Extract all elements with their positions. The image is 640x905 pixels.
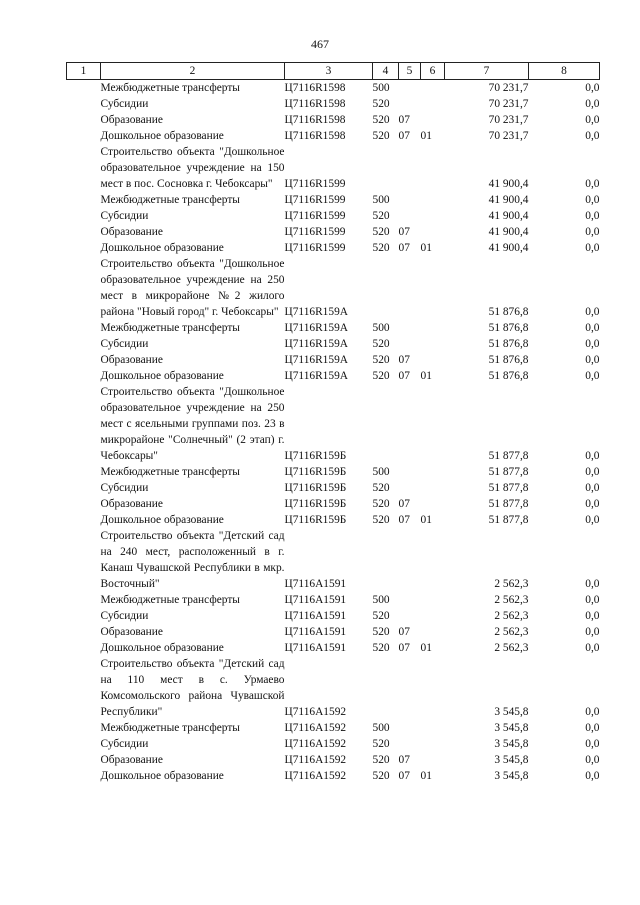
cell-col5: 07 [398, 498, 410, 510]
cell-col6 [421, 256, 445, 320]
cell-col8: 0,0 [585, 98, 600, 110]
cell-col5 [399, 80, 421, 97]
cell-col5: 07 [398, 114, 410, 126]
cell-amount: 2 562,3 [494, 594, 529, 606]
budget-table [66, 62, 600, 784]
cell-col5 [399, 528, 421, 592]
cell-col4: 520 [372, 210, 390, 222]
cell-amount: 70 231,7 [488, 130, 529, 142]
cell-col5: 07 [398, 226, 410, 238]
cell-col4 [373, 144, 399, 192]
cell-index [67, 192, 101, 208]
cell-col6 [421, 752, 445, 768]
cell-code: Ц7116А1591 [284, 610, 347, 622]
cell-col8: 0,0 [585, 466, 600, 478]
cell-index [67, 720, 101, 736]
cell-code: Ц7116А1591 [284, 642, 347, 654]
cell-col5 [399, 592, 421, 608]
cell-amount: 51 876,8 [488, 322, 529, 334]
cell-amount: 51 876,8 [488, 354, 529, 366]
cell-col6 [421, 384, 445, 464]
cell-col5 [399, 608, 421, 624]
cell-col5 [399, 656, 421, 720]
cell-col8: 0,0 [585, 242, 600, 254]
column-header: 6 [421, 63, 445, 80]
column-header: 2 [101, 63, 285, 80]
cell-index [67, 736, 101, 752]
cell-col4: 520 [372, 226, 390, 238]
cell-col5 [399, 336, 421, 352]
cell-col4: 520 [372, 642, 390, 654]
cell-amount: 41 900,4 [488, 226, 529, 238]
cell-col6 [421, 352, 445, 368]
cell-amount: 70 231,7 [488, 82, 529, 94]
cell-col4: 520 [372, 514, 390, 526]
cell-col4: 520 [372, 770, 390, 782]
table-row [67, 96, 600, 112]
cell-col8: 0,0 [585, 594, 600, 606]
cell-code: Ц7116R1599 [284, 194, 346, 206]
cell-col4 [373, 256, 399, 320]
cell-col5 [399, 320, 421, 336]
cell-amount: 2 562,3 [494, 578, 529, 590]
table-row [67, 144, 600, 192]
cell-index [67, 80, 101, 97]
cell-amount: 51 876,8 [488, 370, 529, 382]
table-row [67, 112, 600, 128]
cell-col5 [399, 192, 421, 208]
cell-col5 [399, 464, 421, 480]
cell-name: Строительство объекта "Детский сад на 240 мест, расположенный в г. Канаш Чувашской Республики в мкр. Восточный" [100, 530, 285, 590]
cell-col6: 01 [420, 770, 432, 782]
cell-amount: 41 900,4 [488, 178, 529, 190]
cell-col8: 0,0 [585, 210, 600, 222]
table-row [67, 608, 600, 624]
table-row [67, 720, 600, 736]
cell-amount: 2 562,3 [494, 642, 529, 654]
table-row [67, 80, 600, 97]
cell-col6: 01 [420, 514, 432, 526]
cell-col8: 0,0 [585, 482, 600, 494]
cell-col8: 0,0 [585, 82, 600, 94]
cell-col6 [421, 624, 445, 640]
cell-amount: 70 231,7 [488, 114, 529, 126]
table-row [67, 384, 600, 464]
cell-code: Ц7116А1592 [284, 738, 347, 750]
cell-amount: 51 876,8 [488, 306, 529, 318]
cell-col5 [399, 384, 421, 464]
cell-col5: 07 [398, 242, 410, 254]
cell-col5 [399, 256, 421, 320]
column-header: 5 [399, 63, 421, 80]
cell-code: Ц7116R1598 [284, 98, 346, 110]
cell-index [67, 96, 101, 112]
cell-col4: 520 [372, 114, 390, 126]
cell-col6 [421, 464, 445, 480]
cell-col4: 500 [372, 722, 390, 734]
table-row [67, 624, 600, 640]
cell-col8: 0,0 [585, 338, 600, 350]
cell-code: Ц7116R159Б [284, 466, 347, 478]
cell-name: Образование [100, 226, 163, 238]
cell-name: Дошкольное образование [100, 130, 224, 142]
cell-code: Ц7116А1592 [284, 754, 347, 766]
cell-col5 [399, 480, 421, 496]
cell-index [67, 752, 101, 768]
cell-index [67, 592, 101, 608]
cell-amount: 51 876,8 [488, 338, 529, 350]
cell-index [67, 112, 101, 128]
cell-col5: 07 [398, 514, 410, 526]
cell-code: Ц7116R159Б [284, 498, 347, 510]
cell-amount: 51 877,8 [488, 514, 529, 526]
cell-name: Межбюджетные трансферты [100, 82, 240, 94]
table-row [67, 496, 600, 512]
cell-col4: 520 [372, 354, 390, 366]
cell-index [67, 464, 101, 480]
table-body [67, 80, 600, 785]
cell-col8: 0,0 [585, 322, 600, 334]
cell-col6 [421, 112, 445, 128]
cell-name: Субсидии [100, 738, 149, 750]
cell-index [67, 496, 101, 512]
cell-col8: 0,0 [585, 610, 600, 622]
table-row [67, 336, 600, 352]
cell-code: Ц7116R1598 [284, 114, 346, 126]
table-row [67, 320, 600, 336]
cell-col6 [421, 656, 445, 720]
cell-col6: 01 [420, 242, 432, 254]
cell-code: Ц7116R159А [284, 306, 348, 318]
table-row [67, 128, 600, 144]
cell-col6 [421, 720, 445, 736]
cell-col6 [421, 736, 445, 752]
cell-index [67, 656, 101, 720]
cell-code: Ц7116R1599 [284, 178, 346, 190]
cell-amount: 3 545,8 [494, 754, 529, 766]
cell-col8: 0,0 [585, 738, 600, 750]
cell-index [67, 480, 101, 496]
cell-name: Дошкольное образование [100, 370, 224, 382]
cell-col8: 0,0 [585, 770, 600, 782]
cell-col8: 0,0 [585, 370, 600, 382]
cell-col8: 0,0 [585, 194, 600, 206]
table-row [67, 240, 600, 256]
cell-index [67, 384, 101, 464]
cell-index [67, 208, 101, 224]
cell-name: Образование [100, 114, 163, 126]
cell-col8: 0,0 [585, 722, 600, 734]
cell-code: Ц7116А1592 [284, 770, 347, 782]
cell-col4: 500 [372, 594, 390, 606]
cell-col4: 520 [372, 242, 390, 254]
table-row [67, 768, 600, 784]
cell-amount: 41 900,4 [488, 210, 529, 222]
cell-col5: 07 [398, 754, 410, 766]
cell-col8: 0,0 [585, 706, 600, 718]
cell-amount: 51 877,8 [488, 466, 529, 478]
table-header-row [67, 63, 600, 80]
cell-code: Ц7116R159А [284, 370, 348, 382]
cell-col4: 520 [372, 610, 390, 622]
cell-col4 [373, 656, 399, 720]
cell-col5: 07 [398, 626, 410, 638]
cell-code: Ц7116R1599 [284, 210, 346, 222]
cell-col8: 0,0 [585, 226, 600, 238]
cell-code: Ц7116R1598 [284, 82, 346, 94]
cell-amount: 2 562,3 [494, 626, 529, 638]
column-header: 3 [285, 63, 373, 80]
cell-name: Межбюджетные трансферты [100, 322, 240, 334]
cell-name: Образование [100, 354, 163, 366]
cell-col6 [421, 480, 445, 496]
cell-col4: 500 [372, 194, 390, 206]
cell-col6 [421, 592, 445, 608]
cell-name: Дошкольное образование [100, 242, 224, 254]
page-number: 467 [311, 37, 329, 51]
table-row [67, 224, 600, 240]
cell-col4: 520 [372, 498, 390, 510]
cell-col8: 0,0 [585, 514, 600, 526]
cell-name: Образование [100, 754, 163, 766]
cell-name: Дошкольное образование [100, 514, 224, 526]
cell-amount: 51 877,8 [488, 450, 529, 462]
cell-col6 [421, 336, 445, 352]
cell-col8: 0,0 [585, 306, 600, 318]
cell-col4: 520 [372, 626, 390, 638]
cell-index [67, 240, 101, 256]
cell-col4: 500 [372, 322, 390, 334]
cell-code: Ц7116R1599 [284, 226, 346, 238]
cell-name: Строительство объекта "Дошкольное образовательное учреждение на 250 мест с ясельными группами поз. 23 в микрорайоне "Солнечный" (2 этап) г. Чебоксары" [100, 386, 285, 462]
table-row [67, 256, 600, 320]
cell-name: Субсидии [100, 482, 149, 494]
cell-col6 [421, 144, 445, 192]
cell-col4: 520 [372, 338, 390, 350]
table-row [67, 368, 600, 384]
cell-col4: 500 [372, 82, 390, 94]
column-header: 7 [445, 63, 529, 80]
column-header: 1 [67, 63, 101, 80]
cell-name: Межбюджетные трансферты [100, 194, 240, 206]
cell-name: Субсидии [100, 98, 149, 110]
cell-col8: 0,0 [585, 130, 600, 142]
table-row [67, 752, 600, 768]
cell-col8: 0,0 [585, 642, 600, 654]
cell-index [67, 224, 101, 240]
table-row [67, 208, 600, 224]
cell-col4: 520 [372, 370, 390, 382]
table-row [67, 352, 600, 368]
cell-index [67, 128, 101, 144]
table-row [67, 512, 600, 528]
cell-col6 [421, 320, 445, 336]
cell-index [67, 608, 101, 624]
cell-col4: 500 [372, 466, 390, 478]
cell-col6 [421, 528, 445, 592]
table-row [67, 464, 600, 480]
cell-col5: 07 [398, 770, 410, 782]
cell-name: Строительство объекта "Детский сад на 110 мест в с. Урмаево Комсомольского района Чувашской Республики" [100, 658, 285, 718]
cell-col5 [399, 720, 421, 736]
cell-index [67, 368, 101, 384]
cell-name: Образование [100, 626, 163, 638]
cell-name: Субсидии [100, 338, 149, 350]
cell-col4 [373, 384, 399, 464]
cell-name: Межбюджетные трансферты [100, 722, 240, 734]
cell-col4: 520 [372, 130, 390, 142]
cell-code: Ц7116R159Б [284, 450, 347, 462]
cell-col6 [421, 496, 445, 512]
cell-code: Ц7116R1599 [284, 242, 346, 254]
cell-col5: 07 [398, 370, 410, 382]
cell-name: Межбюджетные трансферты [100, 594, 240, 606]
cell-col6: 01 [420, 130, 432, 142]
cell-col4: 520 [372, 738, 390, 750]
cell-amount: 2 562,3 [494, 610, 529, 622]
cell-code: Ц7116R159А [284, 322, 348, 334]
cell-code: Ц7116R159А [284, 338, 348, 350]
cell-col8: 0,0 [585, 450, 600, 462]
table-row [67, 528, 600, 592]
cell-amount: 3 545,8 [494, 706, 529, 718]
cell-col6 [421, 608, 445, 624]
cell-col5 [399, 736, 421, 752]
cell-code: Ц7116А1591 [284, 578, 347, 590]
column-header: 8 [529, 63, 600, 80]
cell-name: Субсидии [100, 210, 149, 222]
cell-code: Ц7116R159Б [284, 514, 347, 526]
cell-col8: 0,0 [585, 578, 600, 590]
cell-amount: 3 545,8 [494, 770, 529, 782]
cell-name: Межбюджетные трансферты [100, 466, 240, 478]
cell-col6 [421, 208, 445, 224]
cell-col4: 520 [372, 98, 390, 110]
cell-col6: 01 [420, 642, 432, 654]
cell-amount: 51 877,8 [488, 482, 529, 494]
cell-code: Ц7116R159Б [284, 482, 347, 494]
cell-col6 [421, 192, 445, 208]
table-row [67, 592, 600, 608]
cell-amount: 41 900,4 [488, 194, 529, 206]
cell-name: Образование [100, 498, 163, 510]
table-row [67, 192, 600, 208]
cell-code: Ц7116А1592 [284, 706, 347, 718]
cell-index [67, 336, 101, 352]
cell-col8: 0,0 [585, 178, 600, 190]
cell-index [67, 144, 101, 192]
cell-name: Строительство объекта "Дошкольное образовательное учреждение на 250 мест в микрорайоне №2 жилого района "Новый город" г. Чебоксары" [100, 258, 285, 318]
cell-col8: 0,0 [585, 114, 600, 126]
cell-code: Ц7116А1591 [284, 594, 347, 606]
table-row [67, 656, 600, 720]
cell-name: Строительство объекта "Дошкольное образовательное учреждение на 150 мест в пос. Сосновка г. Чебоксары" [100, 146, 285, 190]
cell-name: Субсидии [100, 610, 149, 622]
cell-amount: 3 545,8 [494, 738, 529, 750]
table-row [67, 736, 600, 752]
cell-col5: 07 [398, 642, 410, 654]
cell-col5 [399, 208, 421, 224]
cell-col8: 0,0 [585, 754, 600, 766]
cell-code: Ц7116А1592 [284, 722, 347, 734]
cell-code: Ц7116А1591 [284, 626, 347, 638]
cell-col8: 0,0 [585, 498, 600, 510]
cell-col4 [373, 528, 399, 592]
cell-index [67, 320, 101, 336]
cell-col8: 0,0 [585, 626, 600, 638]
cell-index [67, 624, 101, 640]
table-row [67, 480, 600, 496]
cell-index [67, 768, 101, 784]
cell-name: Дошкольное образование [100, 642, 224, 654]
cell-col8: 0,0 [585, 354, 600, 366]
cell-index [67, 640, 101, 656]
cell-index [67, 528, 101, 592]
cell-amount: 70 231,7 [488, 98, 529, 110]
cell-col6 [421, 96, 445, 112]
cell-col6 [421, 80, 445, 97]
cell-index [67, 352, 101, 368]
table-row [67, 640, 600, 656]
cell-amount: 51 877,8 [488, 498, 529, 510]
cell-name: Дошкольное образование [100, 770, 224, 782]
cell-col5 [399, 96, 421, 112]
cell-code: Ц7116R1598 [284, 130, 346, 142]
cell-code: Ц7116R159А [284, 354, 348, 366]
cell-index [67, 256, 101, 320]
column-header: 4 [373, 63, 399, 80]
cell-amount: 3 545,8 [494, 722, 529, 734]
cell-index [67, 512, 101, 528]
cell-col4: 520 [372, 754, 390, 766]
cell-col5: 07 [398, 354, 410, 366]
cell-col6 [421, 224, 445, 240]
cell-col4: 520 [372, 482, 390, 494]
cell-col5 [399, 144, 421, 192]
cell-amount: 41 900,4 [488, 242, 529, 254]
cell-col5: 07 [398, 130, 410, 142]
cell-col6: 01 [420, 370, 432, 382]
